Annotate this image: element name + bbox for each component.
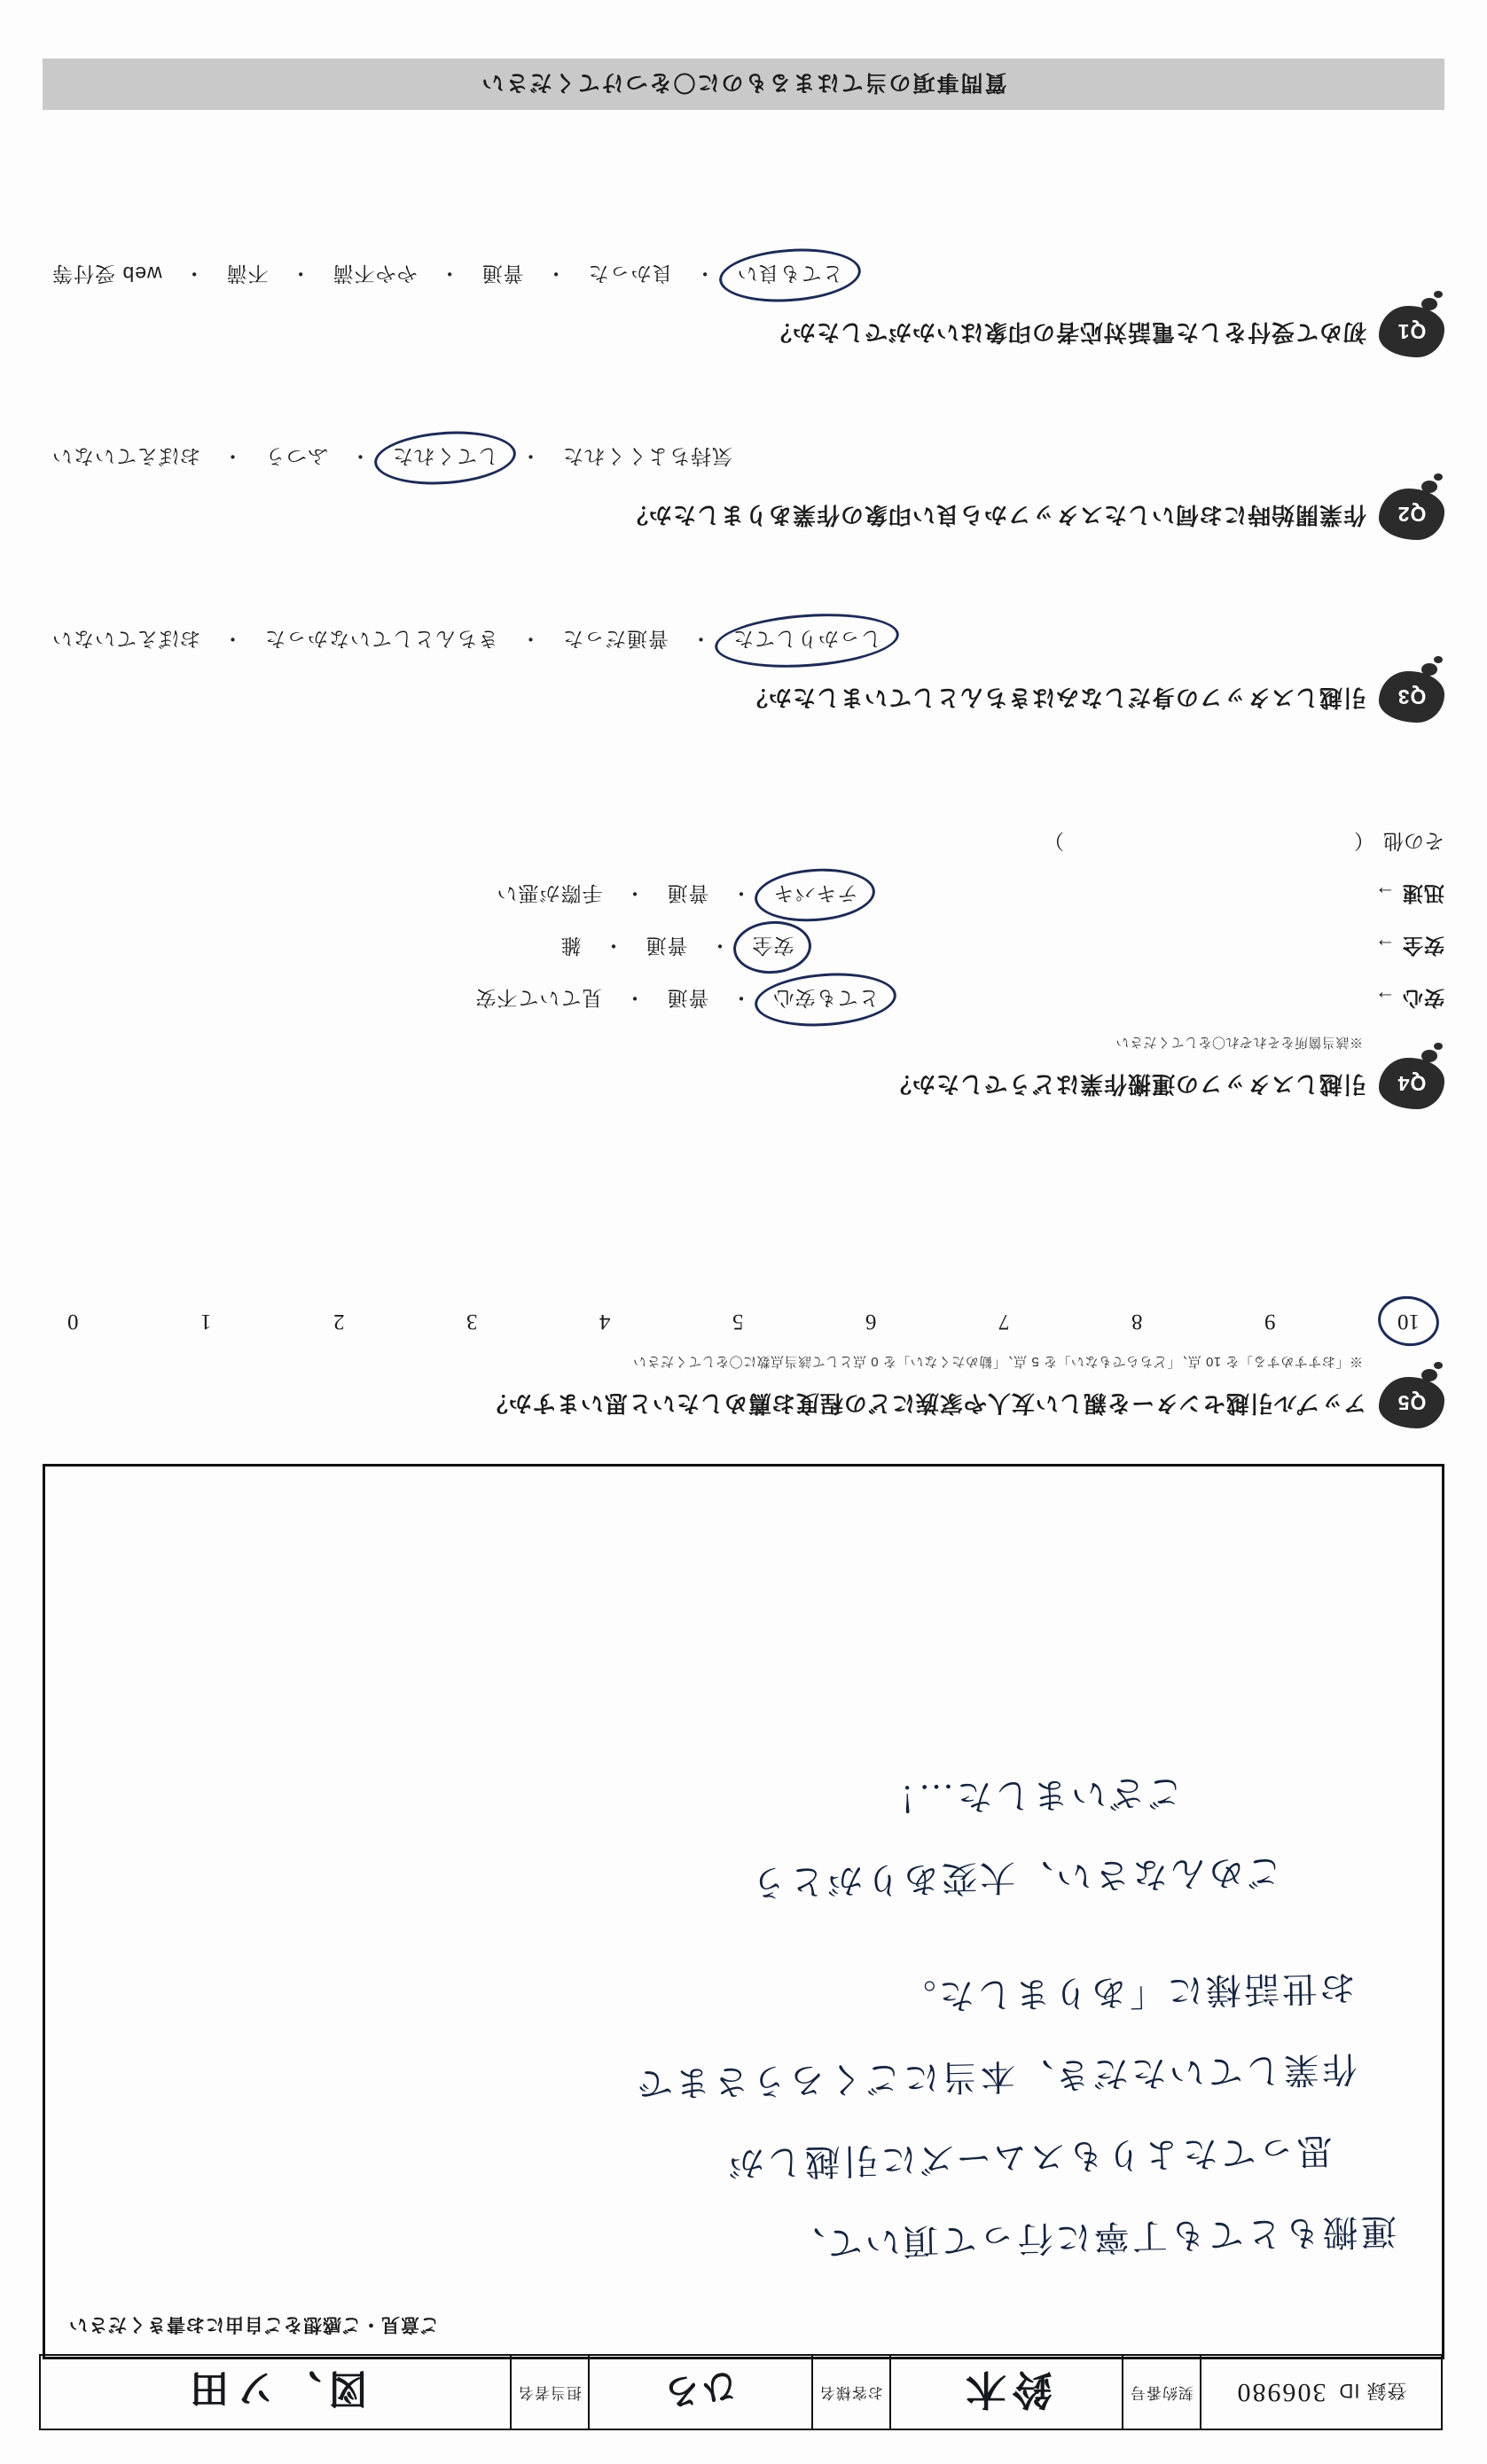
q4-sub-label-anzen: 安全 →	[1374, 935, 1444, 958]
q2-option-2[interactable]: してくれた	[383, 440, 507, 476]
q1-badge	[1379, 306, 1444, 357]
q5-number: Q5	[1397, 1391, 1427, 1415]
q3-option-1[interactable]: しっかりしてた	[724, 622, 890, 659]
extra-handwriting-cell	[39, 2354, 512, 2430]
q5-option-7[interactable]: 7	[998, 1310, 1010, 1334]
q3-text: 引越しスタッフの身だしなみはきちんとしていましたか？	[743, 684, 1366, 711]
q4-anzen-option-3[interactable]: 雑	[560, 935, 582, 958]
free-comment-box	[43, 1464, 1444, 2359]
q5-scale[interactable]	[43, 1307, 1444, 1335]
separator-dot: ・	[602, 935, 624, 958]
q4-number: Q4	[1397, 1072, 1427, 1096]
q2-options[interactable]	[43, 440, 1444, 476]
q5-note: ※「おすすめする」を 10 点、「どちらでもない」を 5 点、「勧めたくない」を 0 点として該当点数に〇をしてください	[632, 1354, 1363, 1369]
q3-number: Q3	[1397, 685, 1427, 709]
registration-id-cell	[1201, 2354, 1443, 2430]
q1-option-3[interactable]: 普通	[481, 262, 524, 286]
q2-option-4[interactable]: おぼえていない	[51, 445, 200, 468]
extra-handwriting: 図、ソ田	[183, 2366, 368, 2410]
q1-option-6[interactable]: web 受付等	[51, 262, 162, 286]
comment-line-1: 運搬もとても丁寧に行って頂いて、	[787, 2210, 1397, 2265]
q5-option-0[interactable]: 0	[67, 1310, 79, 1334]
q4-sub-label-jinsoku: 迅速 →	[1374, 882, 1444, 905]
q4-note: ※該当箇所をそれぞれ〇をしてください	[1115, 1035, 1363, 1050]
separator-dot: ・	[544, 262, 567, 286]
q2-option-3[interactable]: ふつう	[264, 445, 328, 468]
form-header	[39, 2354, 1443, 2430]
q4-jinsoku-option-2[interactable]: 普通	[666, 882, 709, 905]
q4-anshin-option-2[interactable]: 普通	[666, 987, 709, 1010]
separator-dot: ・	[693, 262, 716, 286]
comment-line-5: ごめんなさい、大変ありがとう	[747, 1851, 1283, 1903]
q1-option-4[interactable]: やや不満	[332, 262, 418, 286]
q5-option-4[interactable]: 4	[599, 1310, 611, 1334]
q5-option-8[interactable]: 8	[1131, 1310, 1143, 1334]
q1-option-5[interactable]: 不満	[225, 262, 269, 286]
q1-text: 初めて受付をした電話対応者の印象はいかがでしたか？	[767, 319, 1366, 346]
q3-badge	[1379, 671, 1444, 723]
separator-dot: ・	[222, 445, 243, 468]
q4-jinsoku-option-3[interactable]: 手際が悪い	[496, 882, 603, 905]
separator-dot: ・	[623, 987, 646, 1010]
staff-name-label: 担当者名	[512, 2354, 590, 2430]
q2-number: Q2	[1397, 503, 1427, 527]
separator-dot: ・	[438, 262, 460, 286]
q4-sub-row-jinsoku	[43, 877, 1444, 913]
form-title-bar	[43, 59, 1444, 110]
q4-anshin-option-3[interactable]: 見ていて不安	[474, 987, 603, 1010]
comment-line-6: ございました…！	[877, 1772, 1184, 1819]
q4-jinsoku-option-1[interactable]: テキパキ	[764, 877, 867, 913]
staff-name-handwriting: ひろ	[661, 2366, 740, 2413]
separator-dot: ・	[730, 882, 752, 905]
staff-name-cell	[590, 2354, 813, 2430]
separator-dot: ・	[289, 262, 311, 286]
q5-option-1[interactable]: 1	[200, 1310, 212, 1334]
q4-other-label: その他	[1383, 830, 1444, 853]
q2-option-1[interactable]: 気持ちよくくれた	[562, 445, 732, 468]
free-comment-label: ご意見・ご感想をご自由にお書きください	[68, 2314, 439, 2335]
q1-option-2[interactable]: 良かった	[587, 262, 673, 286]
q2-badge	[1379, 489, 1444, 540]
question-block-q5	[43, 1307, 1444, 1428]
separator-dot: ・	[708, 935, 731, 958]
q5-option-3[interactable]: 3	[466, 1310, 478, 1334]
q3-option-4[interactable]: おぼえていない	[51, 628, 200, 651]
q5-text: アップル引越センターを親しい友人や家族にどの程度お薦めしたいと思いますか？	[483, 1390, 1366, 1417]
q4-sub-label-anshin: 安心 →	[1374, 987, 1444, 1010]
q2-text: 作業開始時にお伺いしたスタッフから良い印象の作業ありましたか？	[623, 502, 1366, 528]
q5-option-5[interactable]: 5	[732, 1310, 744, 1334]
customer-name-cell	[891, 2354, 1123, 2430]
q4-other-row[interactable]	[43, 828, 1444, 857]
separator-dot: ・	[183, 262, 205, 286]
q4-anzen-option-2[interactable]: 普通	[645, 935, 688, 958]
separator-dot: ・	[690, 628, 711, 651]
customer-name-handwriting: 鈴木	[960, 2366, 1053, 2412]
q4-anzen-option-1[interactable]: 安全	[743, 929, 803, 966]
q5-badge	[1379, 1377, 1444, 1428]
q4-anshin-option-1[interactable]: とても安心	[764, 982, 888, 1018]
separator-dot: ・	[349, 445, 371, 468]
form-title: 質問事項の当てはまるものに〇をつけてください	[480, 70, 1007, 95]
separator-dot: ・	[623, 882, 646, 905]
comment-line-3: 作業していただき、本当にごくろうさまで	[634, 2048, 1358, 2104]
q4-other-value[interactable]: （ ）	[1042, 830, 1374, 853]
q3-options[interactable]	[43, 622, 1444, 659]
question-block-q3	[43, 622, 1444, 723]
separator-dot: ・	[520, 445, 541, 468]
q1-option-1[interactable]: とても良い	[728, 257, 852, 293]
q4-sub-row-anshin	[43, 982, 1444, 1018]
q3-option-2[interactable]: 普通だった	[562, 628, 669, 651]
q5-option-6[interactable]: 6	[865, 1310, 877, 1334]
q5-option-10[interactable]: 10	[1389, 1307, 1428, 1335]
customer-name-label: お客様名	[813, 2354, 891, 2430]
separator-dot: ・	[222, 628, 243, 651]
q4-text: 引越しスタッフの運搬作業はどうでしたか？	[887, 1071, 1366, 1098]
comment-line-4: お世話様に「ありました。	[897, 1967, 1357, 2017]
q4-sub-row-anzen	[43, 929, 1444, 966]
q3-option-3[interactable]: きちんとしていなかった	[264, 628, 498, 651]
separator-dot: ・	[730, 987, 752, 1010]
q5-option-2[interactable]: 2	[333, 1310, 345, 1334]
comment-line-2: 思ってたよりもスムーズに引越しが	[725, 2131, 1334, 2184]
question-block-q4	[43, 828, 1444, 1109]
registration-id-value: 306980	[1235, 2378, 1327, 2407]
q1-number: Q1	[1397, 320, 1427, 344]
q1-options[interactable]	[43, 257, 1444, 293]
registration-id-label: 登録 ID	[1338, 2380, 1407, 2403]
q4-badge	[1379, 1058, 1444, 1109]
question-block-q2	[43, 440, 1444, 540]
q5-option-9[interactable]: 9	[1264, 1310, 1276, 1334]
contract-number-label: 契約番号	[1123, 2354, 1201, 2430]
free-comment-handwriting	[63, 1759, 1424, 2327]
question-block-q1	[43, 257, 1444, 357]
separator-dot: ・	[520, 628, 541, 651]
